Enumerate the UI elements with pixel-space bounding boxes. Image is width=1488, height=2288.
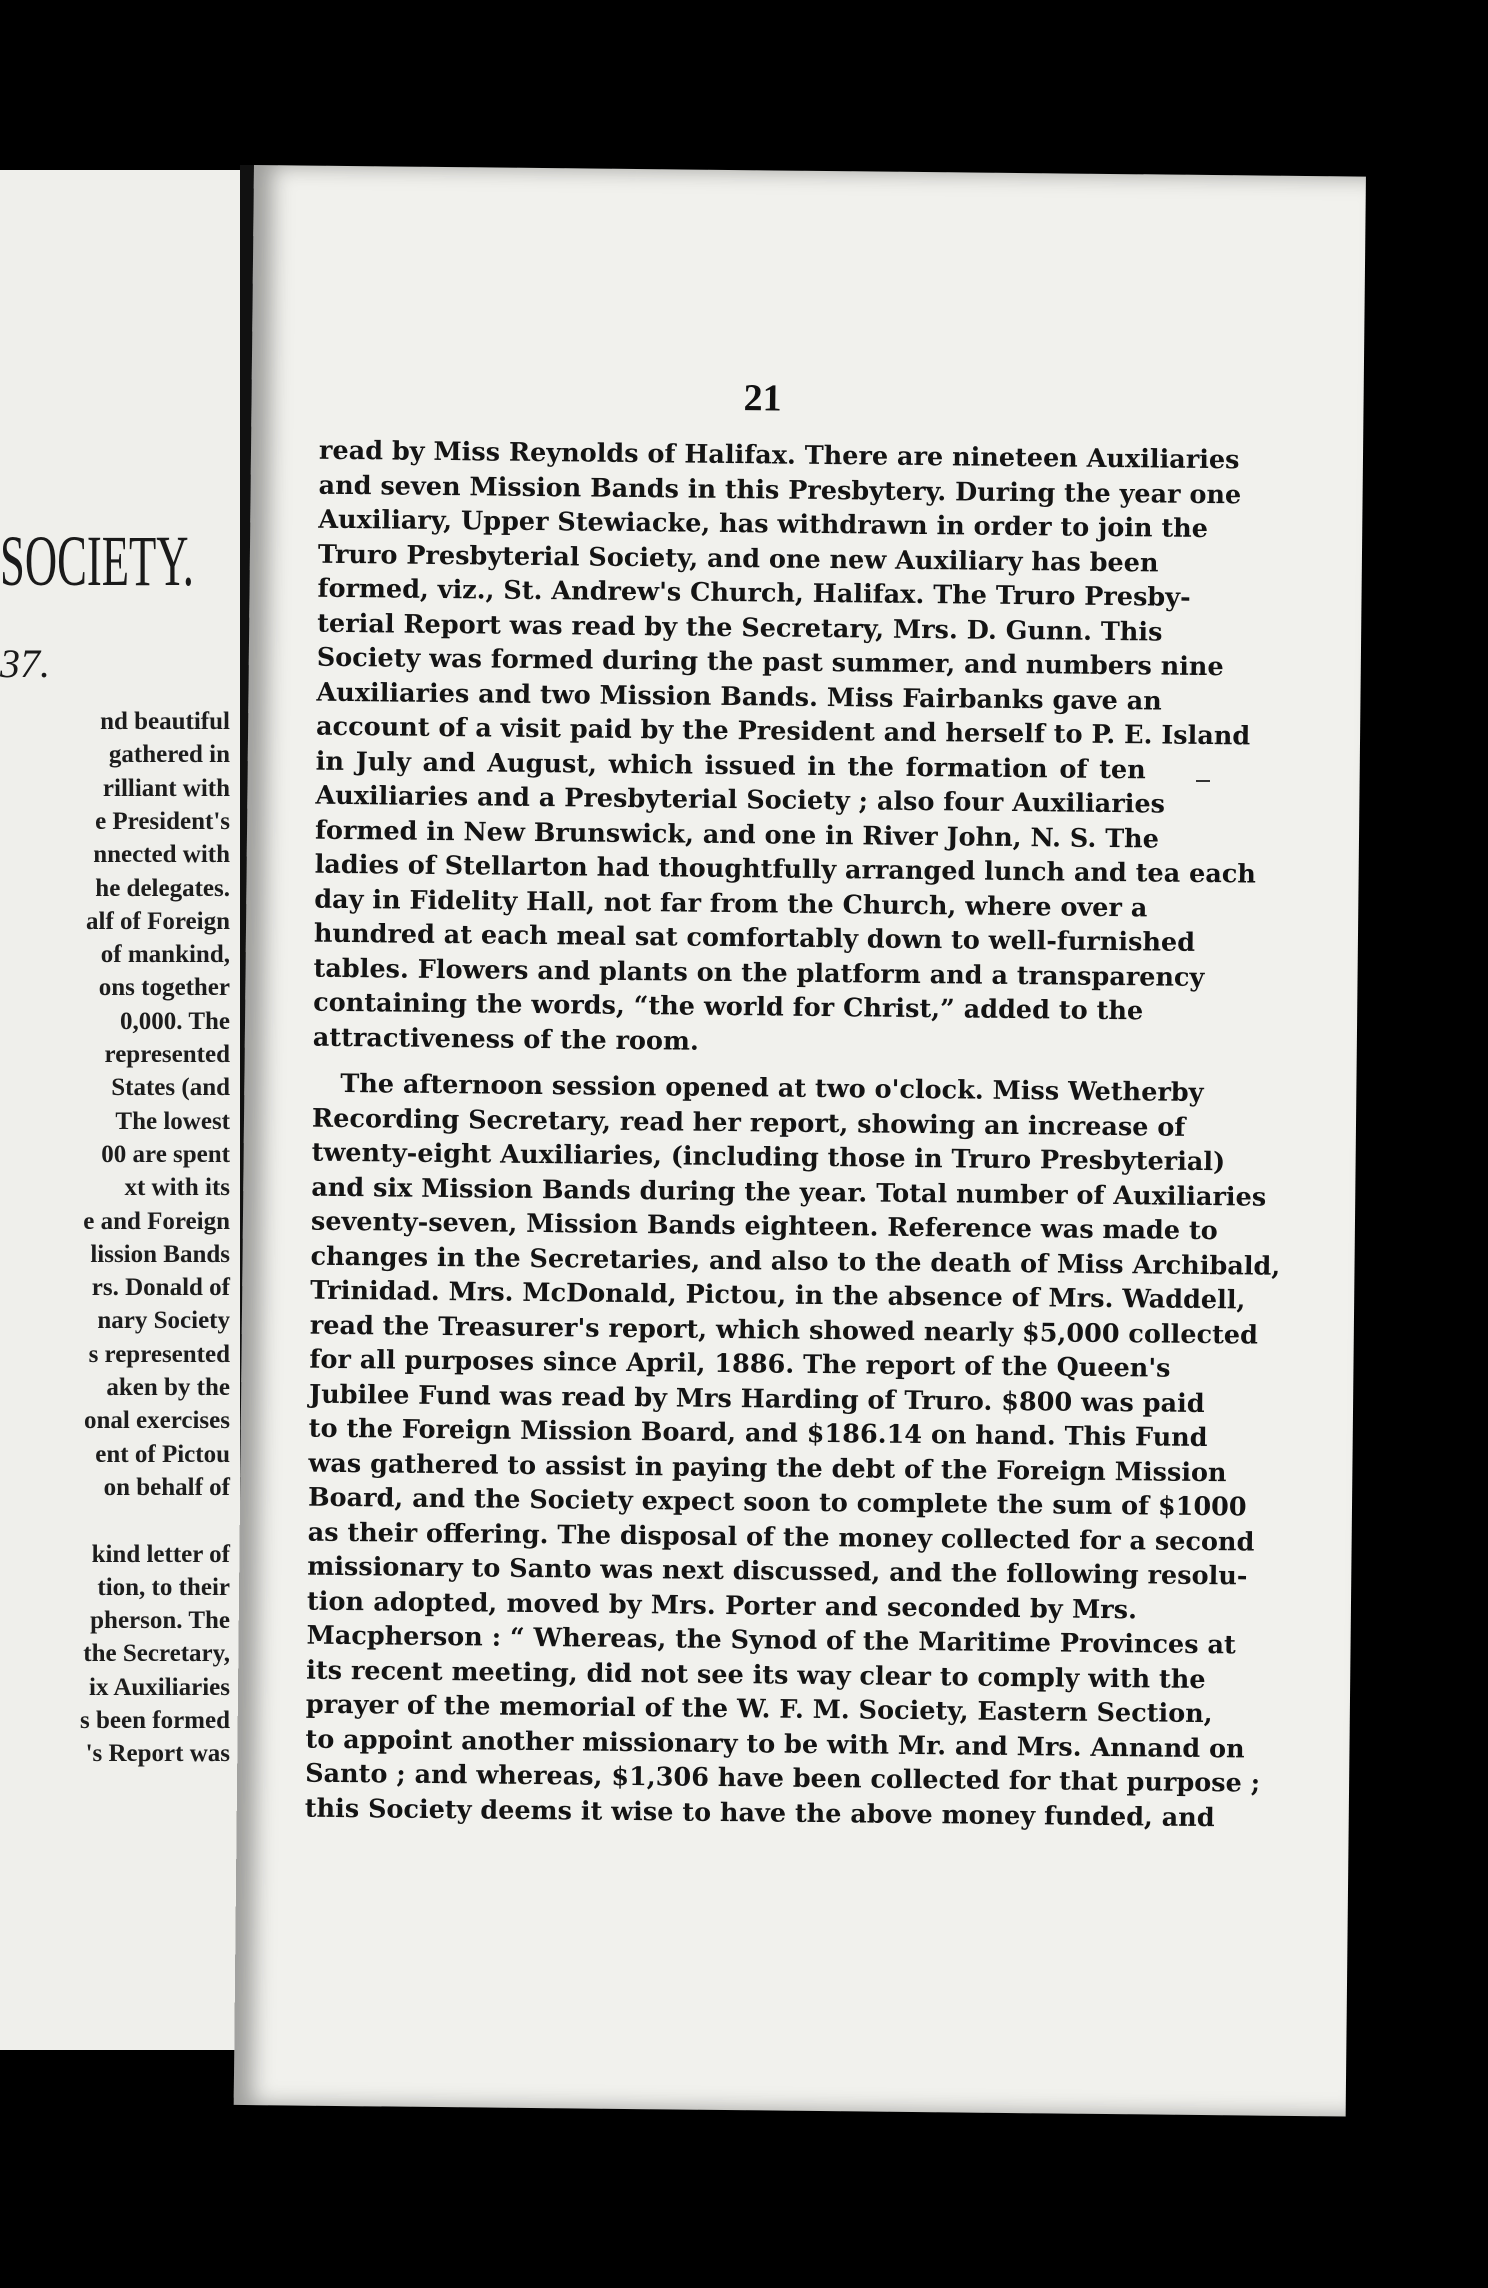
left-page-line: s been formed: [80, 1707, 230, 1734]
body-text: [304, 434, 1281, 1835]
paragraph-1: [312, 434, 1257, 1064]
text-line: as their offering. The disposal of the money collected for a second: [307, 1517, 1255, 1558]
left-page-line: gathered in: [108, 741, 230, 769]
text-line: Society was formed during the past summer, and numbers nine: [316, 642, 1224, 683]
text-line: was gathered to assist in paying the debt of the Foreign Mission: [308, 1448, 1227, 1488]
text-line: formed, viz., St. Andrew's Church, Halifax. The Truro Presby-: [317, 573, 1191, 613]
text-line: read the Treasurer's report, which showed nearly $5,000 collected: [309, 1310, 1259, 1351]
left-page-line: kind letter of: [91, 1540, 230, 1568]
left-page-line: alf of Foreign: [86, 907, 230, 935]
left-page-line: onal exercises: [83, 1407, 230, 1435]
text-line: ladies of Stellarton had thoughtfully arranged lunch and tea each: [314, 849, 1257, 890]
left-page-title: SOCIETY.: [0, 521, 194, 601]
text-line: The afternoon session opened at two o'clock. Miss Wetherby: [340, 1068, 1204, 1108]
left-page-line: The lowest: [115, 1107, 230, 1135]
left-page-line: ons together: [98, 974, 230, 1002]
text-line: prayer of the memorial of the W. F. M. Society, Eastern Section,: [305, 1689, 1213, 1730]
text-line: formed in New Brunswick, and one in River John, N. S. The: [314, 815, 1160, 855]
left-page-line: he delegates.: [95, 874, 230, 902]
text-line: and seven Mission Bands in this Presbytery. During the year one: [318, 470, 1242, 510]
left-page-line: tion, to their: [97, 1573, 230, 1601]
text-line: Auxiliaries and two Mission Bands. Miss Fairbanks gave an: [316, 677, 1162, 717]
left-page-line: xt with its: [124, 1174, 230, 1202]
text-line: in July and August, which issued in the formation of ten: [315, 746, 1146, 785]
text-line: terial Report was read by the Secretary, Mrs. D. Gunn. This: [317, 608, 1163, 648]
left-page-line: pherson. The: [90, 1607, 230, 1635]
left-page-line: on behalf of: [103, 1473, 230, 1501]
paragraph-2: [304, 1067, 1281, 1835]
text-line: attractiveness of the room.: [312, 1022, 700, 1057]
text-line: account of a visit paid by the President and herself to P. E. Island: [315, 711, 1251, 752]
text-line: Trinidad. Mrs. McDonald, Pictou, in the absence of Mrs. Waddell,: [310, 1275, 1246, 1316]
text-line: Auxiliaries and a Presbyterial Society ; also four Auxiliaries: [315, 780, 1166, 820]
text-line: Board, and the Society expect soon to complete the sum of $1000: [307, 1482, 1247, 1523]
text-line: Jubilee Fund was read by Mrs Harding of Truro. $800 was paid: [308, 1379, 1205, 1419]
text-line: hundred at each meal sat comfortably down to well-furnished: [313, 918, 1196, 958]
text-line: read by Miss Reynolds of Halifax. There are nineteen Auxiliaries: [318, 435, 1240, 476]
left-page-fragment: [0, 170, 240, 2050]
left-page-line: aken by the: [106, 1374, 230, 1401]
left-page-line: represented: [104, 1041, 230, 1068]
text-line: for all purposes since April, 1886. The report of the Queen's: [309, 1344, 1171, 1384]
text-line: Recording Secretary, read her report, showing an increase of: [311, 1103, 1186, 1143]
text-line: Auxiliary, Upper Stewiacke, has withdrawn in order to join the: [318, 504, 1209, 545]
left-page-line: lission Bands: [90, 1240, 230, 1268]
left-page-line: ent of Pictou: [95, 1440, 230, 1468]
text-line: containing the words, “the world for Christ,” added to the: [313, 987, 1144, 1027]
text-line: Macpherson : “ Whereas, the Synod of the Maritime Provinces at: [306, 1620, 1236, 1661]
text-line: tion adopted, moved by Mrs. Porter and seconded by Mrs.: [306, 1586, 1138, 1625]
text-line: Santo ; and whereas, $1,306 have been collected for that purpose ;: [305, 1758, 1261, 1799]
left-page-line: ix Auxiliaries: [89, 1673, 230, 1701]
left-page-line: nary Society: [97, 1307, 230, 1335]
text-line: to the Foreign Mission Board, and $186.14 on hand. This Fund: [308, 1413, 1208, 1454]
left-page-line: nnected with: [93, 841, 230, 869]
text-line: changes in the Secretaries, and also to the death of Miss Archibald,: [310, 1241, 1281, 1282]
page-number: 21: [743, 377, 782, 420]
text-line: and six Mission Bands during the year. Total number of Auxiliaries: [311, 1172, 1267, 1213]
margin-dash: [1196, 780, 1210, 782]
text-line: tables. Flowers and plants on the platform and a transparency: [313, 953, 1205, 993]
text-line: twenty-eight Auxiliaries, (including those in Truro Presbyterial): [311, 1137, 1226, 1178]
left-page-line: 's Report was: [85, 1740, 230, 1768]
text-line: day in Fidelity Hall, not far from the Church, where over a: [314, 884, 1148, 923]
right-page: [234, 165, 1366, 2117]
left-page-line: rilliant with: [102, 774, 230, 802]
text-line: missionary to Santo was next discussed, and the following resolu-: [307, 1551, 1248, 1592]
left-page-line: the Secretary,: [83, 1640, 230, 1668]
left-page-line: 00 are spent: [101, 1140, 230, 1168]
text-line: its recent meeting, did not see its way clear to comply with the: [306, 1655, 1206, 1695]
left-page-line: e President's: [95, 807, 230, 835]
text-line: Truro Presbyterial Society, and one new Auxiliary has been: [317, 539, 1159, 578]
left-page-line: rs. Donald of: [91, 1274, 230, 1302]
text-line: seventy-seven, Mission Bands eighteen. Reference was made to: [310, 1206, 1218, 1247]
left-page-line: s represented: [88, 1340, 230, 1368]
text-line: this Society deems it wise to have the above money funded, and: [304, 1793, 1215, 1833]
left-page-line: States (and: [111, 1074, 230, 1102]
left-page-line: 0,000. The: [120, 1007, 230, 1035]
left-page-line: e and Foreign: [83, 1207, 230, 1235]
text-line: to appoint another missionary to be with Mr. and Mrs. Annand on: [305, 1724, 1245, 1764]
left-page-line: of mankind,: [100, 941, 230, 969]
left-page-year: 37.: [0, 641, 50, 686]
left-page-line: nd beautiful: [100, 708, 230, 735]
